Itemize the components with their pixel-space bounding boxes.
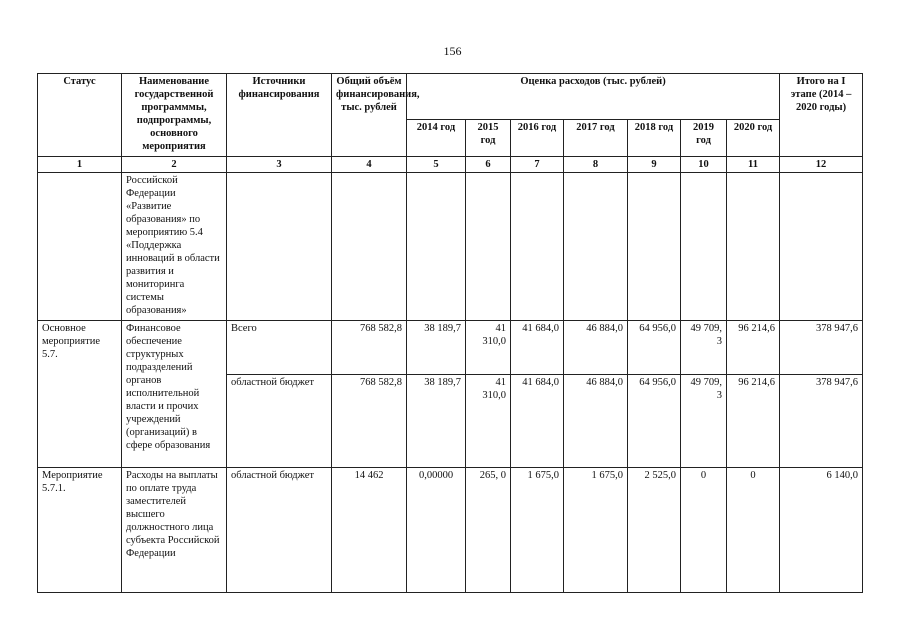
value-cell: 0,00000 bbox=[407, 468, 466, 593]
source-cell: областной бюджет bbox=[227, 468, 332, 593]
budget-table bbox=[37, 73, 863, 593]
value-cell: 46 884,0 bbox=[564, 321, 628, 375]
table-row bbox=[38, 321, 863, 375]
value-cell: 41 684,0 bbox=[511, 375, 564, 468]
year-2020: 2020 год bbox=[727, 120, 780, 157]
measure-name: Расходы на выплаты по оплате труда заместителей высшего должностного лица субъекта Российской Федерации bbox=[122, 468, 227, 593]
header-status: Статус bbox=[38, 74, 122, 157]
col-num: 2 bbox=[122, 157, 227, 173]
source-cell: Всего bbox=[227, 321, 332, 375]
total-cell: 14 462 bbox=[332, 468, 407, 593]
value-cell: 1 675,0 bbox=[564, 468, 628, 593]
value-cell: 265, 0 bbox=[466, 468, 511, 593]
col-num: 7 bbox=[511, 157, 564, 173]
table-row bbox=[38, 173, 863, 321]
year-2017: 2017 год bbox=[564, 120, 628, 157]
col-num: 5 bbox=[407, 157, 466, 173]
stage-total-cell: 6 140,0 bbox=[780, 468, 863, 593]
continuation-name: Российской Федерации «Развитие образования» по мероприятию 5.4 «Поддержка инноваций в области развития и мониторинга системы образования» bbox=[122, 173, 227, 321]
header-stage-total: Итого на I этапе (2014 – 2020 годы) bbox=[780, 74, 863, 157]
header-sources: Источники финансирования bbox=[227, 74, 332, 157]
measure-status: Основное мероприятие 5.7. bbox=[38, 321, 122, 468]
col-num: 9 bbox=[628, 157, 681, 173]
col-num: 6 bbox=[466, 157, 511, 173]
year-2019: 2019 год bbox=[681, 120, 727, 157]
measure-name: Финансовое обеспечение структурных подразделений органов исполнительной власти и прочих учреждений (организаций) в сфере образования bbox=[122, 321, 227, 468]
year-2016: 2016 год bbox=[511, 120, 564, 157]
header-name: Наименование государственной программмы, подпрограммы, основного мероприятия bbox=[122, 74, 227, 157]
col-num: 4 bbox=[332, 157, 407, 173]
value-cell: 38 189,7 bbox=[407, 321, 466, 375]
value-cell: 1 675,0 bbox=[511, 468, 564, 593]
measure-status: Мероприятие 5.7.1. bbox=[38, 468, 122, 593]
value-cell: 0 bbox=[681, 468, 727, 593]
value-cell: 64 956,0 bbox=[628, 321, 681, 375]
table-row bbox=[38, 468, 863, 593]
col-num: 11 bbox=[727, 157, 780, 173]
value-cell: 41 310,0 bbox=[466, 321, 511, 375]
col-num: 1 bbox=[38, 157, 122, 173]
value-cell: 0 bbox=[727, 468, 780, 593]
total-cell: 768 582,8 bbox=[332, 375, 407, 468]
value-cell: 41 310,0 bbox=[466, 375, 511, 468]
value-cell: 38 189,7 bbox=[407, 375, 466, 468]
col-num: 12 bbox=[780, 157, 863, 173]
col-num: 3 bbox=[227, 157, 332, 173]
value-cell: 49 709, 3 bbox=[681, 375, 727, 468]
column-number-row bbox=[38, 157, 863, 173]
value-cell: 64 956,0 bbox=[628, 375, 681, 468]
year-2018: 2018 год bbox=[628, 120, 681, 157]
stage-total-cell: 378 947,6 bbox=[780, 321, 863, 375]
value-cell: 49 709, 3 bbox=[681, 321, 727, 375]
stage-total-cell: 378 947,6 bbox=[780, 375, 863, 468]
header-estimate: Оценка расходов (тыс. рублей) bbox=[407, 74, 780, 120]
page-number: 156 bbox=[443, 44, 462, 58]
header-total: Общий объём финансирования, тыс. рублей bbox=[332, 74, 407, 157]
header-row bbox=[38, 74, 863, 120]
year-2015: 2015 год bbox=[466, 120, 511, 157]
value-cell: 41 684,0 bbox=[511, 321, 564, 375]
value-cell: 96 214,6 bbox=[727, 375, 780, 468]
value-cell: 96 214,6 bbox=[727, 321, 780, 375]
total-cell: 768 582,8 bbox=[332, 321, 407, 375]
col-num: 10 bbox=[681, 157, 727, 173]
source-cell: областной бюджет bbox=[227, 375, 332, 468]
year-2014: 2014 год bbox=[407, 120, 466, 157]
value-cell: 2 525,0 bbox=[628, 468, 681, 593]
value-cell: 46 884,0 bbox=[564, 375, 628, 468]
col-num: 8 bbox=[564, 157, 628, 173]
